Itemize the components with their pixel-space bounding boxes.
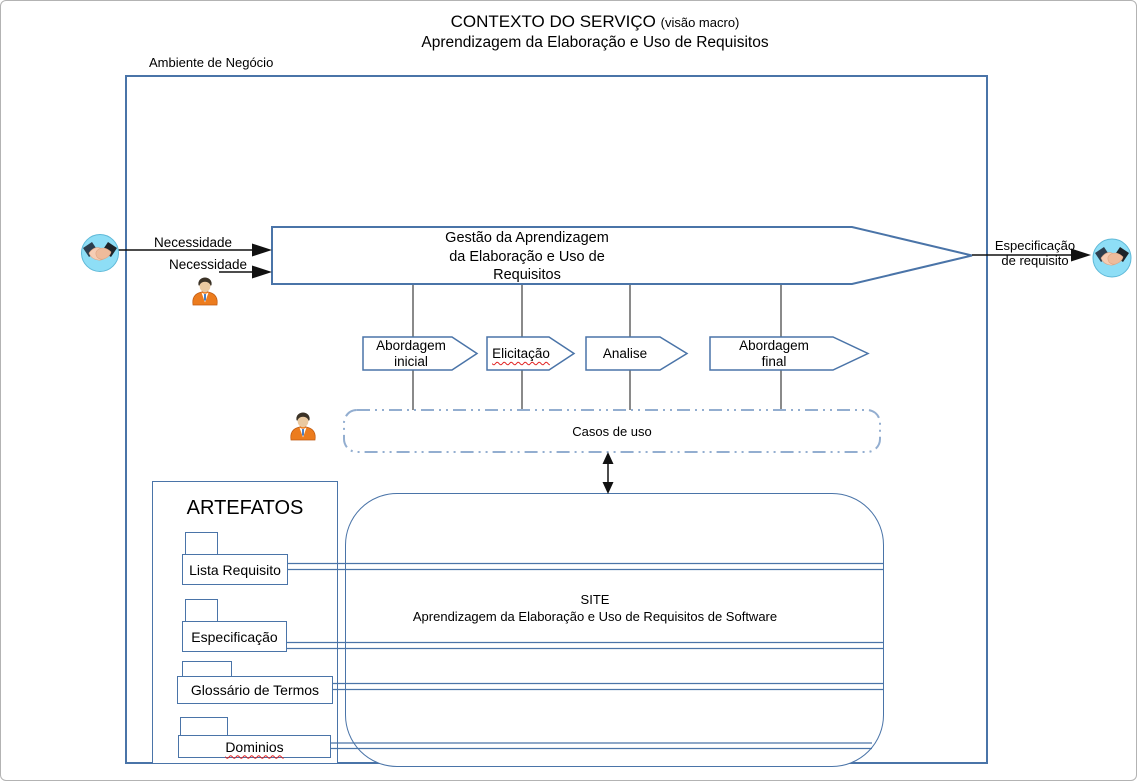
step-label-analise: Analise bbox=[602, 346, 648, 361]
page-title-paren: (visão macro) bbox=[660, 15, 740, 30]
step-chevron-analise bbox=[586, 337, 687, 370]
process-arrow-shape bbox=[272, 227, 972, 284]
step-chevron-elicitacao bbox=[487, 337, 574, 370]
step-chevron-abordagem-final bbox=[710, 337, 868, 370]
need-label-top: Necessidade bbox=[153, 235, 233, 250]
person-icon bbox=[193, 278, 217, 306]
need-label-bottom: Necessidade bbox=[168, 257, 248, 272]
handshake-icon bbox=[82, 235, 119, 272]
folder-label: Glossário de Termos bbox=[190, 682, 320, 698]
environment-label: Ambiente de Negócio bbox=[149, 55, 274, 70]
step-chevron-abordagem-inicial bbox=[363, 337, 477, 370]
step-label-abordagem-inicial: Abordagem inicial bbox=[376, 338, 446, 369]
process-arrow-label: Gestão da Aprendizagem da Elaboração e Uso de Requisitos bbox=[445, 230, 609, 283]
artifacts-title: ARTEFATOS bbox=[186, 497, 304, 519]
use-cases-box bbox=[344, 410, 880, 452]
person-icon bbox=[291, 413, 315, 441]
folder-label: Dominios bbox=[225, 738, 284, 755]
usecases-site-link bbox=[603, 452, 614, 494]
folder-label: Especificação bbox=[191, 628, 278, 645]
need-arrowhead-bottom bbox=[252, 266, 272, 279]
output-arrowhead bbox=[1071, 249, 1091, 262]
output-label: Especificação de requisito bbox=[994, 238, 1076, 268]
page-subtitle: Aprendizagem da Elaboração e Uso de Requisitos bbox=[421, 34, 769, 51]
need-arrow-shafts bbox=[118, 250, 255, 272]
folder-label: Lista Requisito bbox=[189, 561, 281, 578]
handshake-icon bbox=[1093, 239, 1131, 277]
need-arrowhead-top bbox=[252, 244, 272, 257]
site-label: SITE Aprendizagem da Elaboração e Uso de Requisitos de Software bbox=[412, 592, 778, 624]
step-label-elicitacao: Elicitação bbox=[492, 346, 550, 361]
step-label-abordagem-final: Abordagem final bbox=[739, 338, 809, 369]
page-title: CONTEXTO DO SERVIÇO (visão macro) bbox=[450, 12, 740, 31]
use-cases-label: Casos de uso bbox=[572, 424, 652, 439]
artifact-site-links bbox=[287, 564, 884, 749]
